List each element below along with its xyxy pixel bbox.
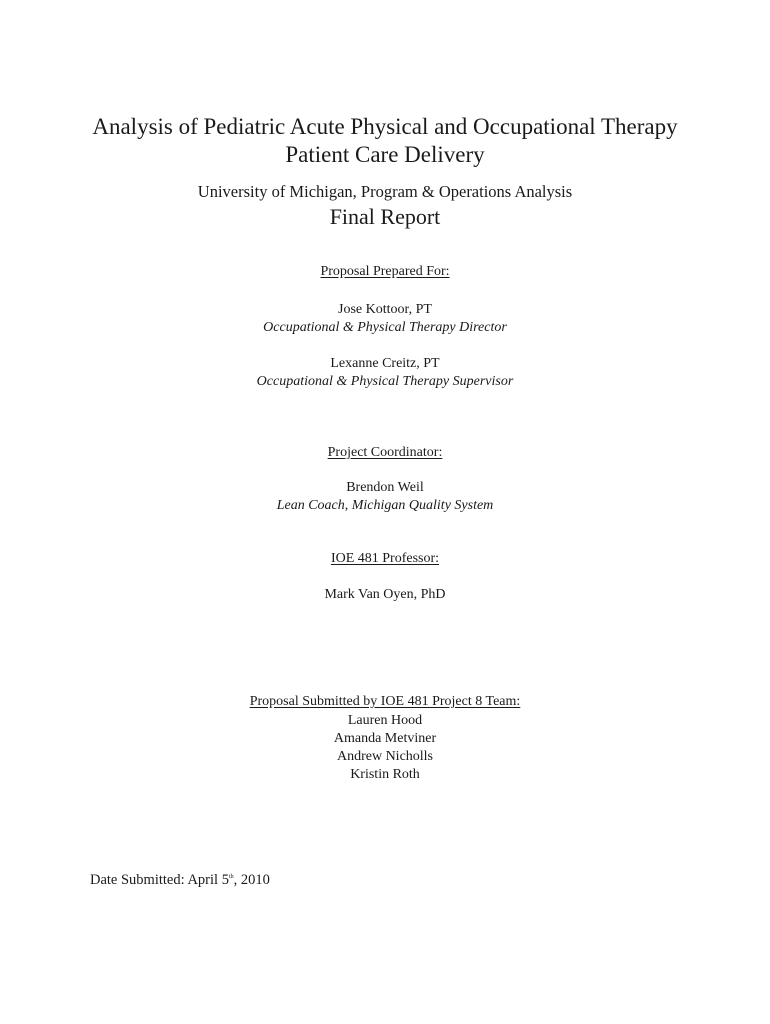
report-type: Final Report bbox=[329, 204, 441, 229]
report-subtitle: University of Michigan, Program & Operations Analysis bbox=[197, 182, 573, 201]
prepared-for-heading: Proposal Prepared For: bbox=[320, 264, 450, 279]
team-heading: Proposal Submitted by IOE 481 Project 8 Team: bbox=[249, 694, 521, 709]
coordinator-name: Brendon Weil bbox=[346, 480, 424, 495]
date-year: , 2010 bbox=[233, 872, 270, 888]
team-member: Amanda Metviner bbox=[333, 731, 437, 746]
recipient-name: Jose Kottoor, PT bbox=[338, 302, 432, 317]
team-member: Andrew Nicholls bbox=[336, 749, 434, 764]
professor-name: Mark Van Oyen, PhD bbox=[324, 587, 446, 602]
professor-heading: IOE 481 Professor: bbox=[330, 551, 440, 566]
recipient-role: Occupational & Physical Therapy Director bbox=[263, 320, 507, 335]
report-title-line-1: Analysis of Pediatric Acute Physical and Occupational Therapy bbox=[92, 114, 678, 139]
date-label: Date Submitted: April 5 bbox=[90, 872, 229, 888]
report-title-line-2: Patient Care Delivery bbox=[285, 142, 485, 167]
coordinator-role: Lean Coach, Michigan Quality System bbox=[276, 498, 494, 513]
recipient-role: Occupational & Physical Therapy Supervisor bbox=[256, 374, 514, 389]
recipient-name: Lexanne Creitz, PT bbox=[330, 356, 440, 371]
date-submitted bbox=[90, 872, 270, 889]
team-member: Kristin Roth bbox=[350, 767, 420, 782]
coordinator-heading: Project Coordinator: bbox=[327, 445, 443, 460]
date-ordinal-suffix: th bbox=[228, 874, 234, 880]
team-member: Lauren Hood bbox=[347, 713, 423, 728]
